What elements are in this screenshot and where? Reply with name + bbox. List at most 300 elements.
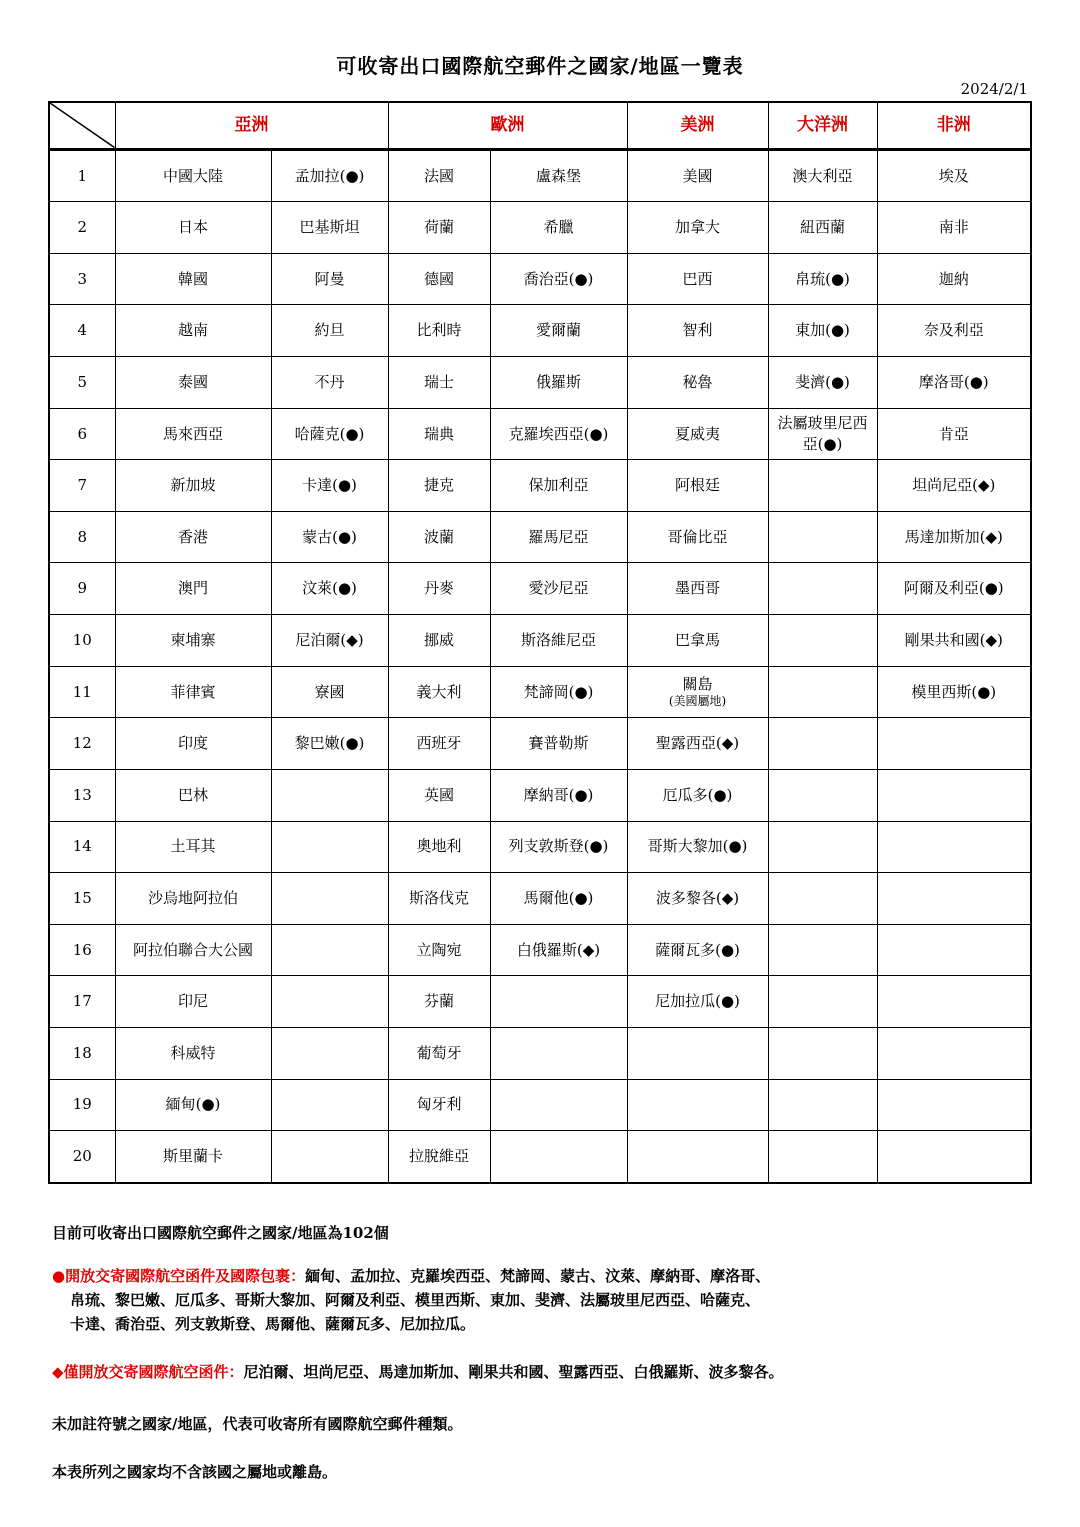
row-number-text: 8	[77, 527, 88, 546]
europe-cell-text: 法國	[423, 166, 454, 185]
table-row	[49, 408, 1031, 460]
asia-cell-text: 蒙古(●)	[302, 527, 357, 546]
asia-cell-text: 土耳其	[170, 837, 216, 856]
europe-cell-text: 盧森堡	[535, 166, 581, 185]
table-row	[49, 149, 1031, 202]
row-number-text: 18	[72, 1043, 92, 1062]
africa-cell	[877, 202, 1031, 254]
america-cell-text: 哥斯大黎加(●)	[647, 837, 748, 856]
table-row	[49, 615, 1031, 667]
note-exclusion: 本表所列之國家均不含該國之屬地或離島。	[52, 1463, 338, 1481]
asia-cell	[115, 563, 271, 615]
asia-cell-text: 巴基斯坦	[299, 218, 360, 237]
europe-cell-text: 羅馬尼亞	[528, 527, 589, 546]
oceania-cell-text: 紐西蘭	[799, 218, 845, 237]
row-number-text: 4	[77, 321, 88, 340]
asia-cell-text: 馬來西亞	[162, 424, 223, 443]
africa-cell	[877, 460, 1031, 512]
europe-cell	[490, 821, 627, 873]
asia-cell	[115, 460, 271, 512]
america-cell-text: 夏威夷	[674, 424, 720, 443]
america-cell-text: 薩爾瓦多(●)	[655, 940, 740, 959]
america-cell	[627, 202, 768, 254]
asia-cell-text: 阿拉伯聯合大公國	[132, 940, 253, 959]
europe-cell-text: 奧地利	[416, 837, 462, 856]
europe-cell-text: 梵諦岡(●)	[523, 682, 594, 701]
asia-cell	[271, 873, 388, 925]
asia-cell	[115, 769, 271, 821]
row-number	[49, 873, 115, 925]
oceania-cell	[768, 666, 877, 718]
asia-cell-text: 尼泊爾(◆)	[295, 630, 364, 649]
header-europe: 歐洲	[388, 102, 627, 149]
row-number-text: 12	[72, 734, 92, 753]
asia-cell-text: 日本	[177, 218, 208, 237]
corner-cell	[49, 102, 115, 149]
row-number-text: 16	[72, 940, 92, 959]
row-number-text: 13	[72, 785, 92, 804]
europe-cell-text: 荷蘭	[423, 218, 454, 237]
table-row	[49, 202, 1031, 254]
africa-cell	[877, 408, 1031, 460]
america-cell-text: 秘魯	[682, 372, 713, 391]
row-number	[49, 666, 115, 718]
table-row	[49, 873, 1031, 925]
note-circle-line3: 卡達、喬治亞、列支敦斯登、馬爾他、薩爾瓦多、尼加拉瓜。	[70, 1315, 476, 1333]
oceania-cell-text: 帛琉(●)	[795, 269, 850, 288]
europe-cell	[388, 1131, 490, 1183]
asia-cell	[271, 821, 388, 873]
asia-cell-text: 韓國	[177, 269, 208, 288]
row-number-text: 1	[77, 166, 88, 185]
asia-cell	[115, 821, 271, 873]
row-number-text: 5	[77, 372, 88, 391]
europe-cell-text: 比利時	[416, 321, 462, 340]
table-row	[49, 357, 1031, 409]
row-number	[49, 202, 115, 254]
america-cell	[627, 821, 768, 873]
asia-cell	[271, 149, 388, 202]
row-number	[49, 305, 115, 357]
europe-cell	[388, 718, 490, 770]
africa-cell-text: 坦尚尼亞(◆)	[912, 476, 996, 495]
europe-cell-text: 捷克	[423, 476, 454, 495]
europe-cell-text: 保加利亞	[528, 476, 589, 495]
asia-cell	[115, 976, 271, 1028]
africa-cell	[877, 511, 1031, 563]
europe-cell	[490, 1079, 627, 1131]
europe-cell-text: 列支敦斯登(●)	[508, 837, 609, 856]
europe-cell	[490, 202, 627, 254]
asia-cell-text: 黎巴嫩(●)	[294, 734, 365, 753]
oceania-cell	[768, 1027, 877, 1079]
oceania-cell	[768, 563, 877, 615]
europe-cell	[388, 563, 490, 615]
africa-cell	[877, 769, 1031, 821]
america-cell	[627, 305, 768, 357]
europe-cell	[490, 357, 627, 409]
america-cell	[627, 718, 768, 770]
europe-cell	[388, 769, 490, 821]
europe-cell-text: 斯洛維尼亞	[520, 630, 596, 649]
row-number-text: 7	[77, 476, 88, 495]
note-diamond	[52, 1361, 1012, 1382]
europe-cell-text: 芬蘭	[423, 992, 454, 1011]
europe-cell-text: 拉脫維亞	[408, 1147, 469, 1166]
america-cell	[627, 511, 768, 563]
america-cell-note: (美國屬地)	[668, 693, 727, 708]
africa-cell-text: 馬達加斯加(◆)	[904, 527, 1003, 546]
row-number-text: 10	[72, 630, 92, 649]
america-cell	[627, 1131, 768, 1183]
oceania-cell	[768, 1131, 877, 1183]
table-row	[49, 821, 1031, 873]
europe-cell-text: 馬爾他(●)	[523, 889, 594, 908]
oceania-cell	[768, 408, 877, 460]
oceania-cell	[768, 924, 877, 976]
america-cell	[627, 1079, 768, 1131]
row-number	[49, 563, 115, 615]
asia-cell	[271, 563, 388, 615]
table-row	[49, 1027, 1031, 1079]
america-cell-text: 智利	[682, 321, 713, 340]
asia-cell-text: 香港	[177, 527, 208, 546]
row-number	[49, 718, 115, 770]
america-cell	[627, 149, 768, 202]
africa-cell	[877, 821, 1031, 873]
asia-cell-text: 孟加拉(●)	[294, 166, 365, 185]
africa-cell	[877, 1131, 1031, 1183]
america-cell	[627, 666, 768, 718]
header-row	[49, 102, 1031, 149]
europe-cell	[388, 305, 490, 357]
europe-cell	[388, 357, 490, 409]
europe-cell-text: 葡萄牙	[416, 1043, 462, 1062]
row-number-text: 15	[72, 889, 92, 908]
europe-cell	[490, 253, 627, 305]
america-cell-text: 尼加拉瓜(●)	[655, 992, 740, 1011]
asia-cell	[115, 202, 271, 254]
asia-cell-text: 汶萊(●)	[302, 579, 357, 598]
europe-cell	[490, 924, 627, 976]
america-cell-text: 波多黎各(◆)	[655, 889, 740, 908]
africa-cell-text: 阿爾及利亞(●)	[903, 579, 1004, 598]
oceania-cell	[768, 149, 877, 202]
america-cell	[627, 976, 768, 1028]
europe-cell	[490, 563, 627, 615]
europe-cell	[388, 1079, 490, 1131]
europe-cell	[490, 460, 627, 512]
africa-cell	[877, 149, 1031, 202]
europe-cell	[388, 976, 490, 1028]
row-number-text: 6	[77, 424, 88, 443]
asia-cell	[271, 357, 388, 409]
asia-cell	[271, 408, 388, 460]
asia-cell	[115, 357, 271, 409]
asia-cell	[271, 202, 388, 254]
oceania-cell	[768, 718, 877, 770]
europe-cell	[388, 821, 490, 873]
asia-cell-text: 越南	[177, 321, 208, 340]
oceania-cell	[768, 615, 877, 667]
europe-cell	[490, 149, 627, 202]
table-row	[49, 924, 1031, 976]
america-cell	[627, 408, 768, 460]
asia-cell-text: 新加坡	[170, 476, 216, 495]
europe-cell-text: 丹麥	[423, 579, 454, 598]
europe-cell	[490, 615, 627, 667]
asia-cell-text: 斯里蘭卡	[162, 1147, 223, 1166]
asia-cell	[115, 718, 271, 770]
europe-cell	[388, 924, 490, 976]
table-row	[49, 1079, 1031, 1131]
table-row	[49, 511, 1031, 563]
america-cell-text: 巴西	[682, 269, 713, 288]
europe-cell	[490, 1131, 627, 1183]
asia-cell-text: 柬埔寨	[170, 630, 216, 649]
asia-cell-text: 沙烏地阿拉伯	[147, 889, 238, 908]
row-number	[49, 408, 115, 460]
asia-cell	[271, 305, 388, 357]
africa-cell	[877, 305, 1031, 357]
africa-cell	[877, 357, 1031, 409]
africa-cell	[877, 873, 1031, 925]
america-cell	[627, 357, 768, 409]
europe-cell-text: 賽普勒斯	[528, 734, 589, 753]
asia-cell	[115, 1131, 271, 1183]
row-number	[49, 821, 115, 873]
europe-cell	[388, 666, 490, 718]
asia-cell	[115, 1027, 271, 1079]
asia-cell	[271, 1079, 388, 1131]
asia-cell	[271, 718, 388, 770]
europe-cell-text: 希臘	[543, 218, 574, 237]
america-cell-text: 厄瓜多(●)	[662, 785, 733, 804]
europe-cell-text: 喬治亞(●)	[523, 269, 594, 288]
asia-cell	[271, 769, 388, 821]
europe-cell	[388, 202, 490, 254]
asia-cell-text: 卡達(●)	[302, 476, 357, 495]
europe-cell-text: 立陶宛	[416, 940, 462, 959]
europe-cell-text: 德國	[423, 269, 454, 288]
note-circle-line1: 緬甸、孟加拉、克羅埃西亞、梵諦岡、蒙古、汶萊、摩納哥、摩洛哥、	[305, 1267, 771, 1285]
table-row	[49, 1131, 1031, 1183]
row-number	[49, 1027, 115, 1079]
asia-cell-text: 科威特	[170, 1043, 216, 1062]
asia-cell	[271, 924, 388, 976]
america-cell	[627, 253, 768, 305]
africa-cell	[877, 924, 1031, 976]
europe-cell-text: 挪威	[423, 630, 454, 649]
africa-cell	[877, 666, 1031, 718]
america-cell	[627, 563, 768, 615]
note-unmarked: 未加註符號之國家/地區，代表可收寄所有國際航空郵件種類。	[52, 1415, 463, 1433]
table-row	[49, 305, 1031, 357]
row-number-text: 14	[72, 837, 92, 856]
oceania-cell	[768, 1079, 877, 1131]
table-row	[49, 563, 1031, 615]
oceania-cell-text: 法屬玻里尼西亞(●)	[777, 413, 868, 453]
oceania-cell	[768, 253, 877, 305]
europe-cell-text: 波蘭	[423, 527, 454, 546]
asia-cell-text: 阿曼	[314, 269, 345, 288]
asia-cell	[115, 1079, 271, 1131]
europe-cell-text: 義大利	[416, 682, 462, 701]
asia-cell	[115, 149, 271, 202]
country-table	[48, 101, 1032, 1184]
asia-cell	[271, 615, 388, 667]
europe-cell	[388, 511, 490, 563]
africa-cell	[877, 976, 1031, 1028]
america-cell-text: 聖露西亞(◆)	[655, 734, 740, 753]
asia-cell-text: 泰國	[177, 372, 208, 391]
row-number-text: 11	[72, 682, 92, 701]
america-cell-text: 哥倫比亞	[667, 527, 728, 546]
europe-cell	[388, 615, 490, 667]
asia-cell-text: 菲律賓	[170, 682, 216, 701]
oceania-cell	[768, 202, 877, 254]
africa-cell	[877, 253, 1031, 305]
row-number	[49, 149, 115, 202]
europe-cell	[490, 408, 627, 460]
note-circle-line2: 帛琉、黎巴嫩、厄瓜多、哥斯大黎加、阿爾及利亞、模里西斯、東加、斐濟、法屬玻里尼西亞、哈薩克、	[70, 1291, 761, 1309]
row-number	[49, 253, 115, 305]
europe-cell	[490, 666, 627, 718]
oceania-cell-text: 斐濟(●)	[795, 372, 850, 391]
oceania-cell	[768, 511, 877, 563]
note-diamond-text: 尼泊爾、坦尚尼亞、馬達加斯加、剛果共和國、聖露西亞、白俄羅斯、波多黎各。	[243, 1363, 784, 1381]
europe-cell	[490, 1027, 627, 1079]
asia-cell-text: 印度	[177, 734, 208, 753]
europe-cell-text: 愛沙尼亞	[528, 579, 589, 598]
america-cell-text: 墨西哥	[674, 579, 720, 598]
america-cell-text: 阿根廷	[674, 476, 720, 495]
asia-cell	[115, 615, 271, 667]
asia-cell-text: 緬甸(●)	[165, 1095, 221, 1114]
europe-cell	[388, 460, 490, 512]
header-asia: 亞洲	[115, 102, 388, 149]
note-diamond-label: ◆僅開放交寄國際航空函件：	[52, 1363, 244, 1381]
row-number	[49, 615, 115, 667]
america-cell	[627, 873, 768, 925]
header-africa: 非洲	[877, 102, 1031, 149]
america-cell	[627, 460, 768, 512]
europe-cell-text: 匈牙利	[416, 1095, 462, 1114]
europe-cell	[388, 873, 490, 925]
america-cell	[627, 1027, 768, 1079]
row-number-text: 19	[72, 1095, 92, 1114]
row-number-text: 2	[77, 218, 88, 237]
europe-cell	[490, 305, 627, 357]
diagonal-line	[50, 103, 115, 148]
europe-cell	[490, 976, 627, 1028]
europe-cell-text: 俄羅斯	[535, 372, 581, 391]
europe-cell-text: 克羅埃西亞(●)	[508, 424, 609, 443]
row-number	[49, 976, 115, 1028]
europe-cell-text: 白俄羅斯(◆)	[516, 940, 601, 959]
asia-cell	[271, 976, 388, 1028]
note-circle-label: ●開放交寄國際航空函件及國際包裹：	[52, 1267, 306, 1285]
asia-cell	[115, 511, 271, 563]
table-row	[49, 718, 1031, 770]
africa-cell	[877, 1079, 1031, 1131]
asia-cell	[115, 253, 271, 305]
europe-cell-text: 斯洛伐克	[408, 889, 469, 908]
row-number	[49, 1079, 115, 1131]
asia-cell-text: 印尼	[177, 992, 208, 1011]
europe-cell	[388, 1027, 490, 1079]
table-row	[49, 976, 1031, 1028]
europe-cell	[388, 253, 490, 305]
asia-cell	[115, 924, 271, 976]
table-row	[49, 769, 1031, 821]
europe-cell	[388, 408, 490, 460]
asia-cell	[115, 666, 271, 718]
row-number	[49, 357, 115, 409]
africa-cell	[877, 1027, 1031, 1079]
europe-cell-text: 摩納哥(●)	[523, 785, 594, 804]
asia-cell	[271, 1027, 388, 1079]
asia-cell	[271, 511, 388, 563]
table-row	[49, 460, 1031, 512]
header-oceania: 大洋洲	[768, 102, 877, 149]
oceania-cell-text: 東加(●)	[795, 321, 850, 340]
date-label: 2024/2/1	[960, 80, 1028, 98]
note-circle	[52, 1264, 1012, 1336]
asia-cell-text: 中國大陸	[162, 166, 223, 185]
africa-cell-text: 南非	[938, 218, 969, 237]
africa-cell-text: 埃及	[938, 166, 969, 185]
europe-cell	[490, 718, 627, 770]
europe-cell-text: 瑞士	[423, 372, 454, 391]
asia-cell	[271, 666, 388, 718]
oceania-cell	[768, 769, 877, 821]
row-number-text: 3	[77, 269, 88, 288]
asia-cell	[271, 253, 388, 305]
row-number-text: 17	[72, 992, 92, 1011]
europe-cell	[490, 511, 627, 563]
africa-cell-text: 迦納	[938, 269, 969, 288]
table-row	[49, 253, 1031, 305]
oceania-cell-text: 澳大利亞	[792, 166, 853, 185]
note-total: 目前可收寄出口國際航空郵件之國家/地區為102個	[52, 1224, 389, 1242]
america-cell	[627, 924, 768, 976]
africa-cell	[877, 615, 1031, 667]
header-america: 美洲	[627, 102, 768, 149]
asia-cell-text: 澳門	[177, 579, 208, 598]
row-number	[49, 511, 115, 563]
africa-cell-text: 肯亞	[938, 424, 969, 443]
europe-cell-text: 西班牙	[416, 734, 462, 753]
row-number	[49, 1131, 115, 1183]
asia-cell	[115, 873, 271, 925]
row-number-text: 20	[72, 1147, 92, 1166]
europe-cell-text: 英國	[423, 785, 454, 804]
asia-cell-text: 哈薩克(●)	[294, 424, 365, 443]
table-row	[49, 666, 1031, 718]
row-number	[49, 924, 115, 976]
oceania-cell	[768, 357, 877, 409]
europe-cell	[388, 149, 490, 202]
america-cell-text: 美國	[682, 166, 713, 185]
america-cell-text: 關島	[682, 675, 713, 694]
oceania-cell	[768, 305, 877, 357]
oceania-cell	[768, 976, 877, 1028]
page-title: 可收寄出口國際航空郵件之國家/地區一覽表	[336, 54, 744, 78]
asia-cell-text: 巴林	[177, 785, 208, 804]
asia-cell	[115, 408, 271, 460]
america-cell	[627, 769, 768, 821]
